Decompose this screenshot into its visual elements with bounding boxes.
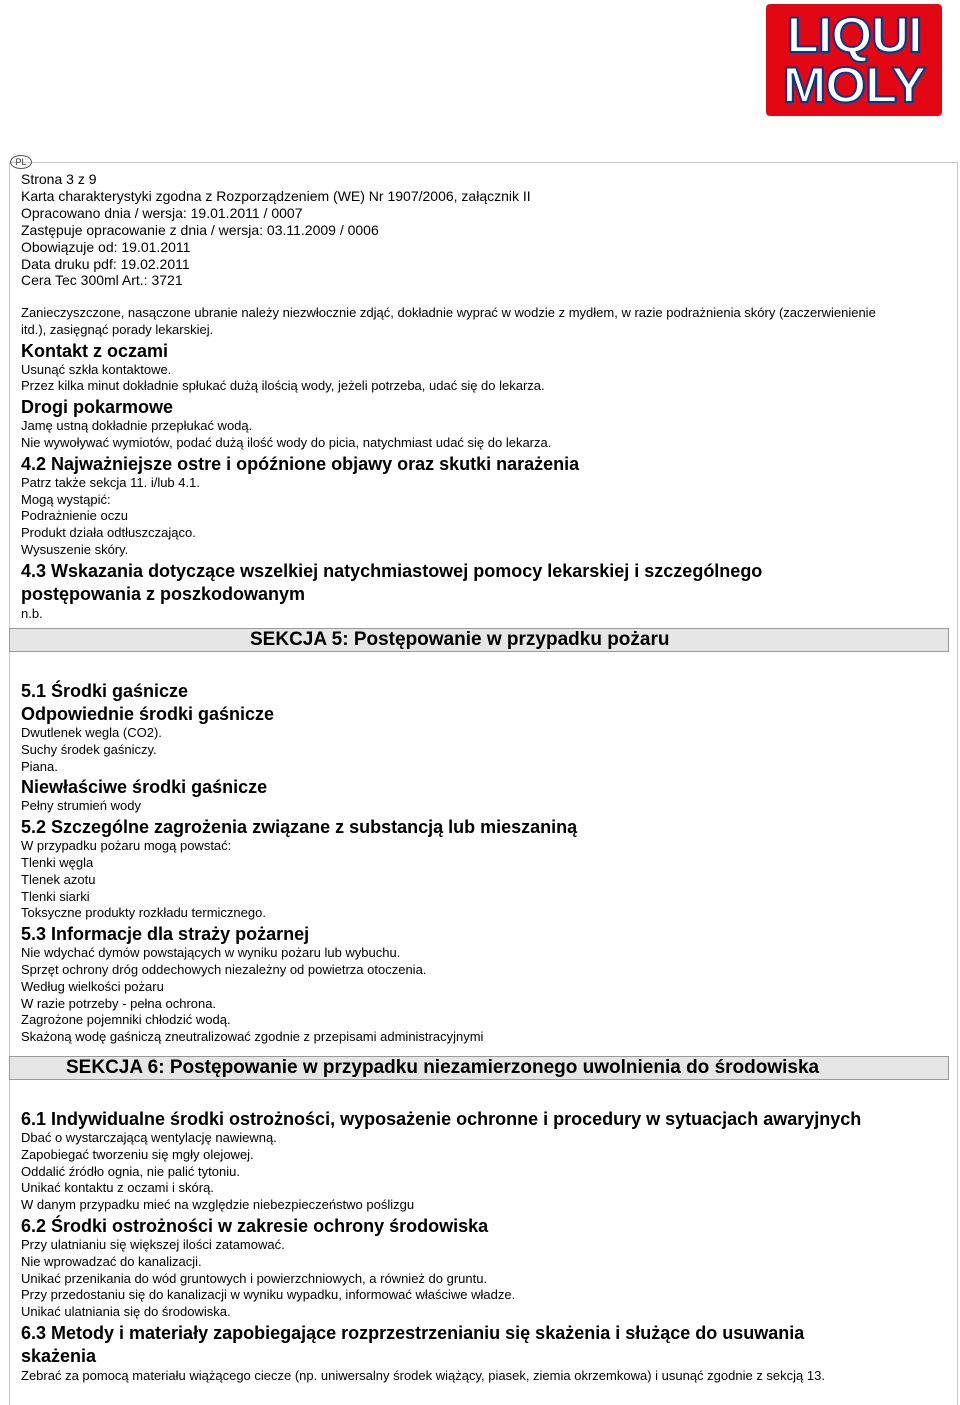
- heading-5-1-suitable: Odpowiednie środki gaśnicze: [21, 704, 275, 724]
- brand-logo: [766, 4, 942, 116]
- section-6-content: [21, 1107, 951, 1385]
- logo-line-1: LIQUI: [786, 7, 922, 63]
- text-line: Przez kilka minut dokładnie spłukać dużą ilością wody, jeżeli potrzeba, udać się do lekarza.: [21, 378, 545, 394]
- heading-6-3: 6.3 Metody i materiały zapobiegające rozprzestrzenianiu się skażenia i służące do usuwania skażenia: [21, 1322, 805, 1366]
- paragraph: Zanieczyszczone, nasączone ubranie należy niezwłocznie zdjąć, dokładnie wyprać w wodzie z mydłem, w razie podrażnienia skóry (zaczerwienienie itd.), zasięgnąć porady lekarskiej.: [21, 305, 876, 337]
- heading-6-1: 6.1 Indywidualne środki ostrożności, wyposażenie ochronne i procedury w sytuacjach awaryjnych: [21, 1109, 862, 1129]
- language-badge: PL: [10, 155, 32, 169]
- text-line: Nie wdychać dymów powstających w wyniku pożaru lub wybuchu.: [21, 945, 401, 961]
- text-line: Suchy środek gaśniczy.: [21, 741, 157, 757]
- text-line: Przy przedostaniu się do kanalizacji w wyniku wypadku, informować właściwe władze.: [21, 1287, 516, 1303]
- text-line: Zebrać za pomocą materiału wiążącego ciecze (np. uniwersalny środek wiążący, piasek, ziemia okrzemkowa) i usunąć zgodnie z sekcją 13.: [21, 1367, 825, 1383]
- text-line: Jamę ustną dokładnie przepłukać wodą.: [21, 418, 253, 434]
- text-line: Usunąć szkła kontaktowe.: [21, 361, 172, 377]
- text-line: Zagrożone pojemniki chłodzić wodą.: [21, 1012, 231, 1028]
- section-5-bar: SEKCJA 5: Postępowanie w przypadku pożaru: [9, 628, 949, 652]
- text-line: Unikać przenikania do wód gruntowych i powierzchniowych, a również do gruntu.: [21, 1270, 488, 1286]
- section-4-content: [21, 305, 951, 623]
- text-line: W danym przypadku mieć na względzie niebezpieczeństwo poślizgu: [21, 1197, 415, 1213]
- doc-title: Karta charakterystyki zgodna z Rozporządzeniem (WE) Nr 1907/2006, załącznik II: [21, 187, 531, 204]
- text-line: Tlenek azotu: [21, 871, 96, 887]
- heading-4-3: 4.3 Wskazania dotyczące wszelkiej natychmiastowej pomocy lekarskiej i szczególnego postępowania z poszkodowanym: [21, 560, 763, 604]
- text-line: n.b.: [21, 605, 43, 621]
- text-line: Mogą wystąpić:: [21, 491, 111, 507]
- text-line: Unikać kontaktu z oczami i skórą.: [21, 1180, 214, 1196]
- heading-5-3: 5.3 Informacje dla straży pożarnej: [21, 924, 310, 945]
- doc-version: Opracowano dnia / wersja: 19.01.2011 / 0007: [21, 204, 303, 221]
- text-line: Tlenki węgla: [21, 854, 94, 870]
- page-number: Strona 3 z 9: [21, 171, 97, 187]
- text-line: Przy ulatnianiu się większej ilości zatamować.: [21, 1236, 285, 1252]
- text-line: Nie wprowadzać do kanalizacji.: [21, 1253, 202, 1269]
- text-line: Unikać ulatniania się do środowiska.: [21, 1304, 231, 1320]
- text-line: Toksyczne produkty rozkładu termicznego.: [21, 905, 266, 921]
- text-line: Wysuszenie skóry.: [21, 541, 129, 557]
- text-line: Patrz także sekcja 11. i/lub 4.1.: [21, 474, 200, 490]
- text-line: W przypadku pożaru mogą powstać:: [21, 838, 232, 854]
- heading-5-1: 5.1 Środki gaśnicze: [21, 681, 189, 701]
- doc-replaces: Zastępuje opracowanie z dnia / wersja: 03.11.2009 / 0006: [21, 221, 379, 238]
- doc-valid-from: Obowiązuje od: 19.01.2011: [21, 238, 191, 255]
- heading-ingestion: Drogi pokarmowe: [21, 397, 174, 418]
- text-line: Piana.: [21, 758, 58, 774]
- heading-5-1-unsuitable: Niewłaściwe środki gaśnicze: [21, 777, 268, 798]
- text-line: Oddalić źródło ognia, nie palić tytoniu.: [21, 1163, 240, 1179]
- logo-line-2: MOLY: [782, 57, 926, 113]
- text-line: Zapobiegać tworzeniu się mgły olejowej.: [21, 1146, 254, 1162]
- text-line: Nie wywoływać wymiotów, podać dużą ilość wody do picia, natychmiast udać się do lekarza.: [21, 434, 552, 450]
- section-5-content: [21, 679, 951, 1046]
- doc-print-date: Data druku pdf: 19.02.2011: [21, 255, 190, 272]
- text-line: Pełny strumień wody: [21, 798, 141, 814]
- product-name: Cera Tec 300ml Art.: 3721: [21, 272, 183, 289]
- text-line: Sprzęt ochrony dróg oddechowych niezależny od powietrza otoczenia.: [21, 961, 427, 977]
- heading-5-2: 5.2 Szczególne zagrożenia związane z substancją lub mieszaniną: [21, 817, 578, 838]
- text-line: Dbać o wystarczającą wentylację nawiewną.: [21, 1130, 277, 1145]
- heading-4-2: 4.2 Najważniejsze ostre i opóźnione objawy oraz skutki narażenia: [21, 453, 580, 474]
- text-line: Skażoną wodę gaśniczą zneutralizować zgodnie z przepisami administracyjnymi: [21, 1029, 484, 1045]
- heading-eye-contact: Kontakt z oczami: [21, 340, 169, 361]
- text-line: Tlenki siarki: [21, 888, 90, 904]
- text-line: Produkt działa odtłuszczająco.: [21, 525, 196, 541]
- heading-6-2: 6.2 Środki ostrożności w zakresie ochrony środowiska: [21, 1215, 489, 1236]
- section-6-bar: SEKCJA 6: Postępowanie w przypadku niezamierzonego uwolnienia do środowiska: [9, 1056, 949, 1080]
- text-line: Podrażnienie oczu: [21, 508, 128, 524]
- text-line: Według wielkości pożaru: [21, 978, 164, 994]
- document-header: [21, 171, 531, 289]
- text-line: Dwutlenek wegla (CO2).: [21, 725, 162, 740]
- text-line: W razie potrzeby - pełna ochrona.: [21, 995, 217, 1011]
